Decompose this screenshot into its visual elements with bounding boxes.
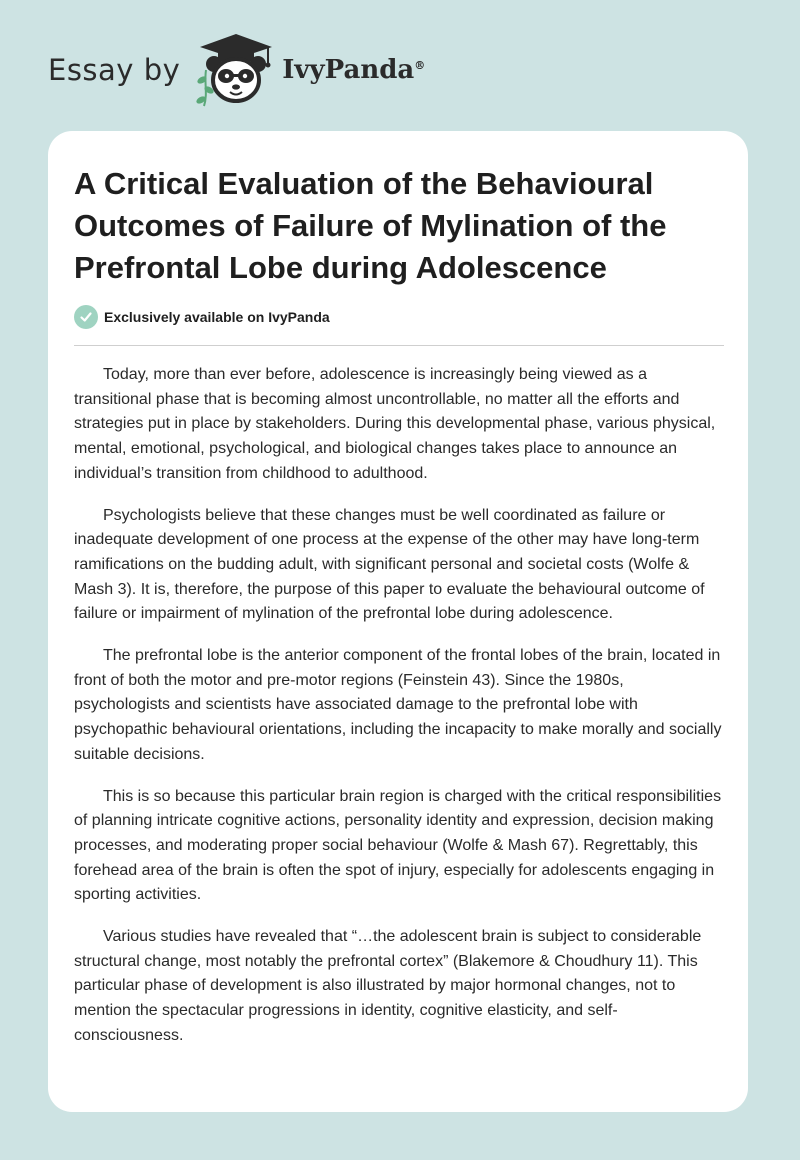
essay-card (48, 131, 748, 1112)
site-header (48, 30, 425, 110)
divider (74, 345, 724, 346)
ivypanda-logo-icon[interactable] (194, 30, 278, 110)
body-paragraph: This is so because this particular brain region is charged with the critical responsibilities of planning intricate cognitive actions, personality identity and expression, decision making processes, and moderating proper social behaviour (Wolfe & Mash 67). Regrettably, this forehead area of the brain is often the spot of injury, especially for adolescents engaging in sporting activities. (74, 787, 722, 904)
body-paragraph: Today, more than ever before, adolescence is increasingly being viewed as a transitional phase that is becoming almost uncontrollable, no matter all the efforts and strategies put in place by stakeholders. During this developmental phase, various physical, mental, emotional, psychological, and biological changes takes place to announce an individual’s transition from childhood to adulthood. (74, 366, 716, 482)
exclusive-badge (74, 305, 330, 329)
exclusive-badge-label: Exclusively available on IvyPanda (104, 309, 330, 325)
essay-title: A Critical Evaluation of the Behavioural Outcomes of Failure of Mylination of the Prefrontal Lobe during Adolescence (74, 166, 667, 285)
check-circle-icon (74, 305, 98, 329)
brand-name[interactable]: IvyPanda® (282, 55, 426, 85)
registered-mark: ® (414, 59, 426, 72)
essay-by-label: Essay by (48, 53, 181, 87)
body-paragraph: Psychologists believe that these changes must be well coordinated as failure or inadequate development of one process at the expense of the other may have long-term ramifications on the budding adult, with significant personal and societal costs (Wolfe & Mash 3). It is, therefore, the purpose of this paper to evaluate the behavioural outcome of failure or impairment of mylination of the prefrontal lobe during adolescence. (74, 506, 705, 623)
body-paragraph: Various studies have revealed that “…the adolescent brain is subject to considerable structural change, most notably the prefrontal cortex” (Blakemore & Choudhury 11). This particular phase of development is also illustrated by major hormonal changes, not to mention the spectacular progressions in identity, cognitive elasticity, and self-consciousness. (74, 928, 702, 1044)
body-paragraph: The prefrontal lobe is the anterior component of the frontal lobes of the brain, located in front of both the motor and pre-motor regions (Feinstein 43). Since the 1980s, psychologists and scientists have associated damage to the prefrontal lobe with psychopathic behavioural orientations, including the incapacity to make morally and socially suitable decisions. (74, 647, 722, 763)
essay-body (74, 363, 724, 1066)
